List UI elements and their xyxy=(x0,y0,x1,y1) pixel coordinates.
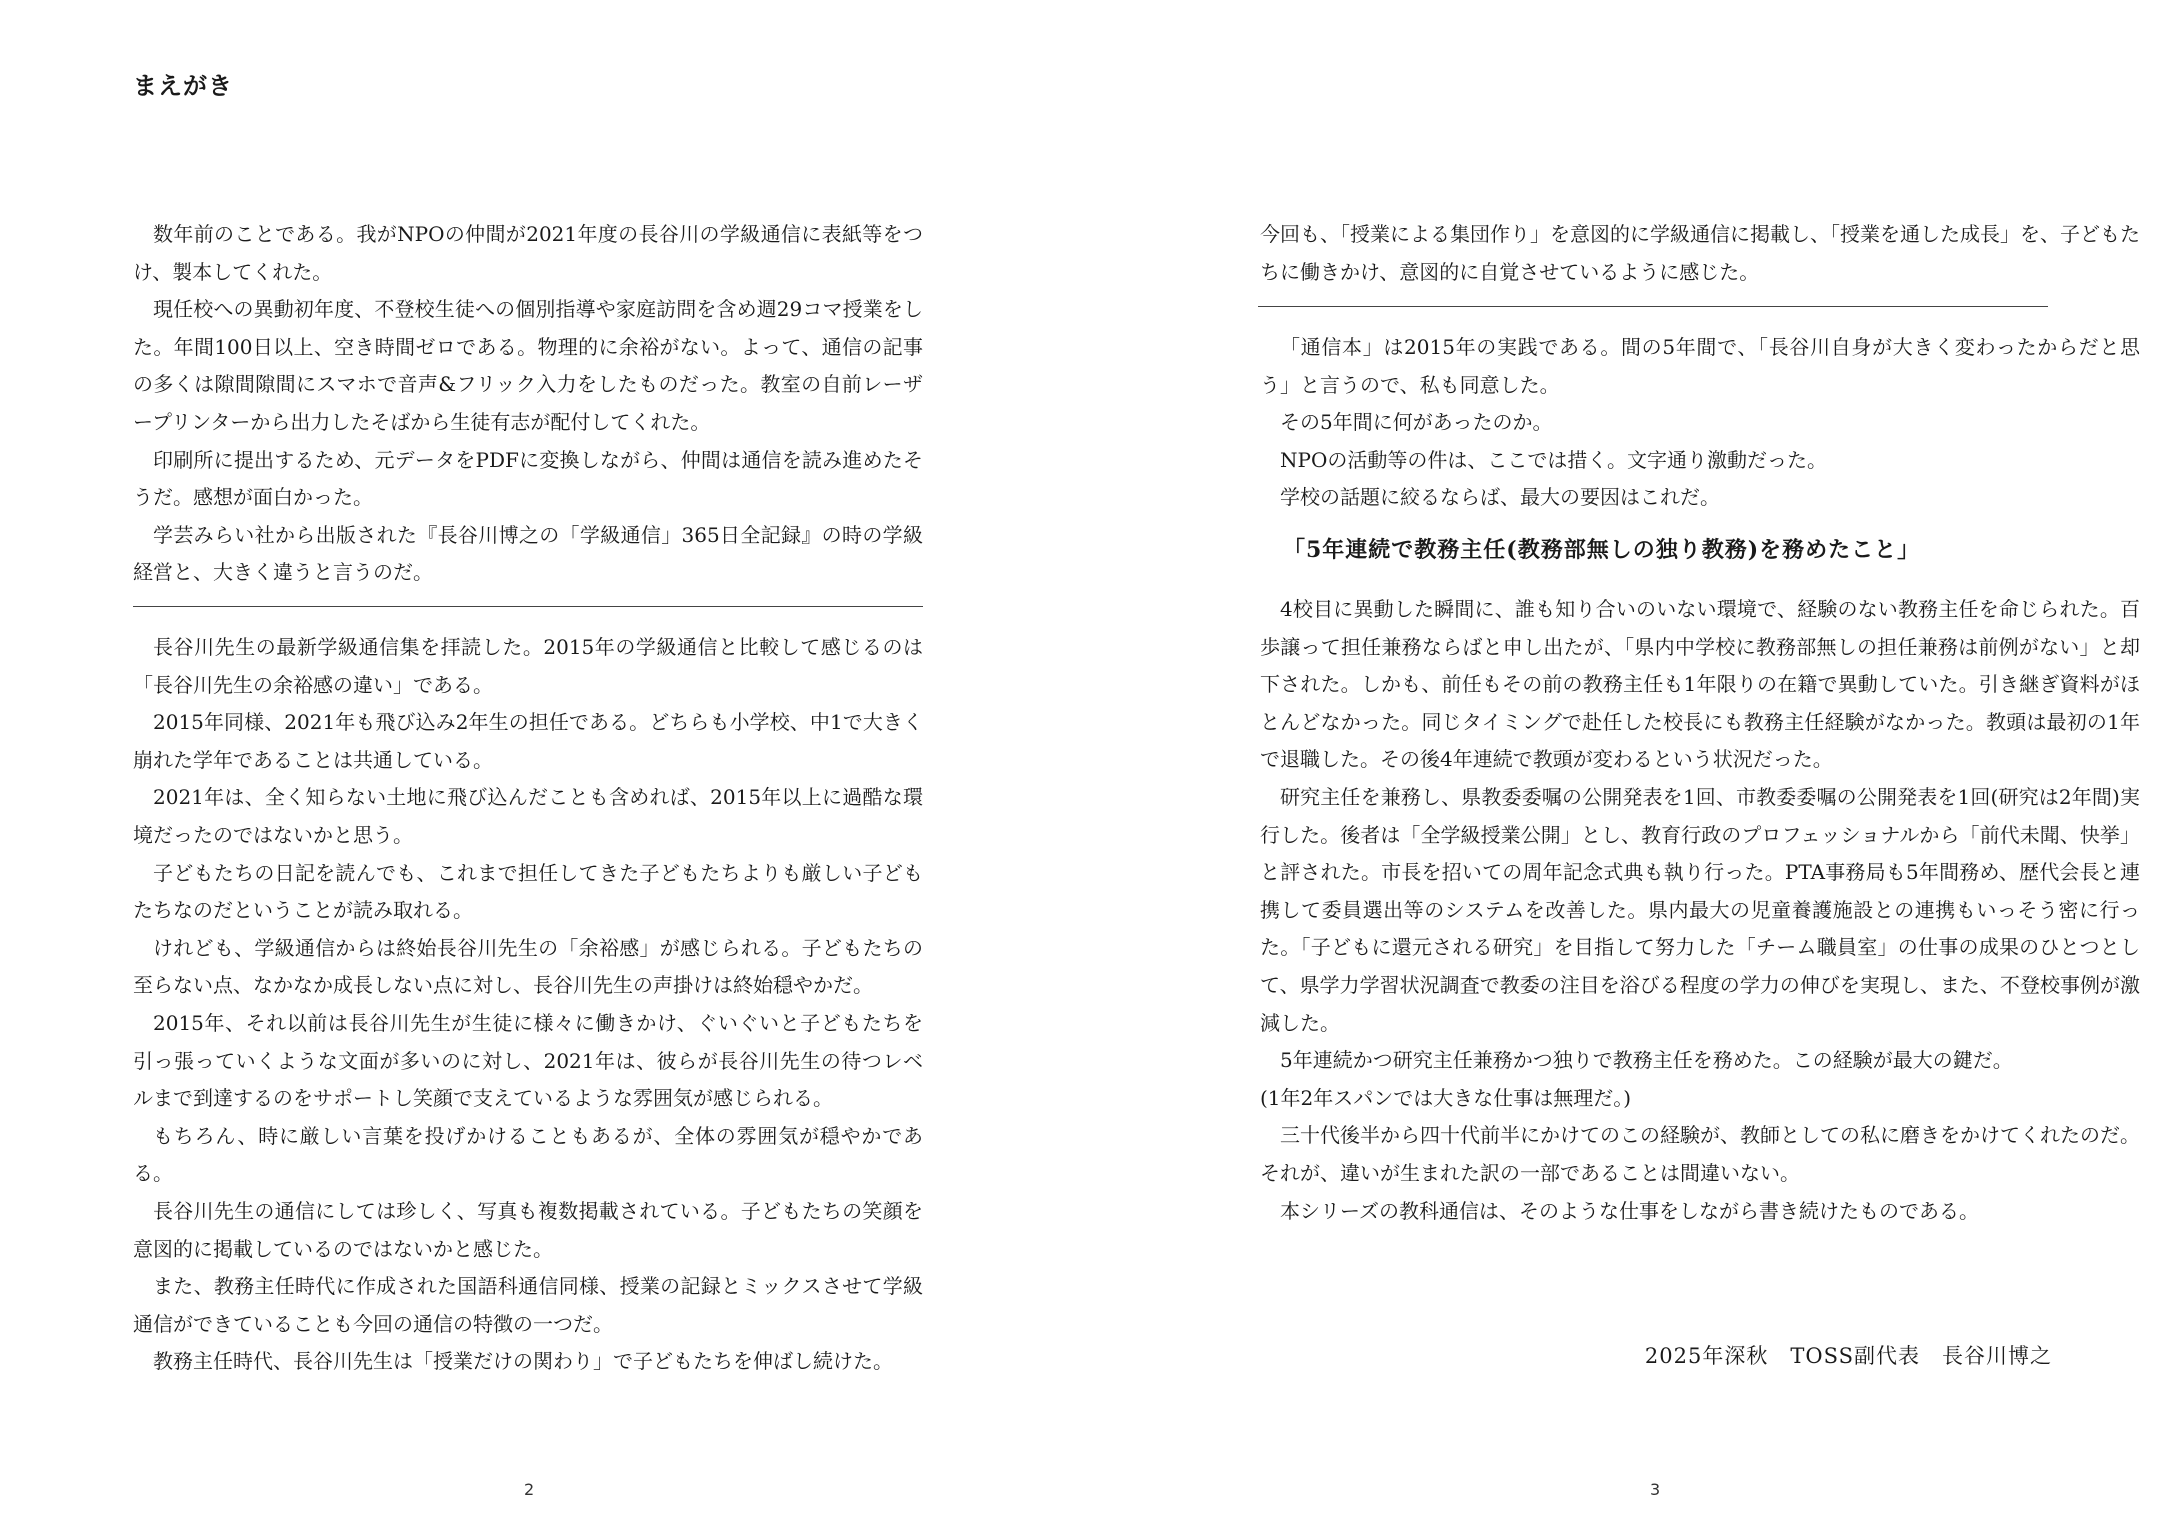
right-page xyxy=(1080,0,2160,1522)
paragraph: 2021年は、全く知らない土地に飛び込んだことも含めれば、2015年以上に過酷な環境だったのではないかと思う。 xyxy=(133,785,923,847)
paragraph: 子どもたちの日記を読んでも、これまで担任してきた子どもたちよりも厳しい子どもたちなのだということが読み取れる。 xyxy=(133,860,923,923)
left-section-2 xyxy=(133,629,923,1381)
paragraph: 印刷所に提出するため、元データをPDFに変換しながら、仲間は通信を読み進めたそうだ。感想が面白かった。 xyxy=(133,447,923,510)
paragraph: 教務主任時代、長谷川先生は「授業だけの関わり」で子どもたちを伸ばし続けた。 xyxy=(153,1349,893,1374)
chapter-heading: まえがき xyxy=(133,72,233,100)
paragraph: また、教務主任時代に作成された国語科通信同様、授業の記録とミックスさせて学級通信ができていることも今回の通信の特徴の一つだ。 xyxy=(133,1274,923,1336)
right-section-2 xyxy=(1260,591,2140,1230)
paragraph: 現任校への異動初年度、不登校生徒への個別指導や家庭訪問を含め週29コマ授業をした。年間100日以上、空き時間ゼロである。物理的に余裕がない。よって、通信の記事の多くは隙間隙間にスマホで音声&フリック入力をしたものだった。教室の自前レーザープリンターから出力したそばから生徒有志が配付してくれた。 xyxy=(133,297,923,434)
paragraph: 「通信本」は2015年の実践である。間の5年間で、「長谷川自身が大きく変わったからだと思う」と言うので、私も同意した。 xyxy=(1260,335,2140,397)
paragraph: (1年2年スパンでは大きな仕事は無理だ。) xyxy=(1260,1085,1632,1110)
right-section-1 xyxy=(1260,329,2140,517)
paragraph: 2015年同様、2021年も飛び込み2年生の担任である。どちらも小学校、中1で大きく崩れた学年であることは共通している。 xyxy=(133,710,923,772)
paragraph: 2015年、それ以前は長谷川先生が生徒に様々に働きかけ、ぐいぐいと子どもたちを引っ張っていくような文面が多いのに対し、2021年は、彼らが長谷川先生の待つレベルまで到達するのをサポートし笑顔で支えているような雰囲気が感じられる。 xyxy=(133,1010,923,1111)
paragraph: 研究主任を兼務し、県教委委嘱の公開発表を1回、市教委委嘱の公開発表を1回(研究は2年間)実行した。後者は「全学級授業公開」とし、教育行政のプロフェッショナルから「前代未聞、快挙」と評された。市長を招いての周年記念式典も執り行った。PTA事務局も5年間務め、歴代会長と連携して委員選出等のシステムを改善した。県内最大の児童養護施設との連携もいっそう密に行った。「子どもに還元される研究」を目指して努力した「チーム職員室」の仕事の成果のひとつとして、県学力学習状況調査で教委の注目を浴びる程度の学力の伸びを実現し、また、不登校事例が激減した。 xyxy=(1260,784,2140,1035)
paragraph: 本シリーズの教科通信は、そのような仕事をしながら書き続けたものである。 xyxy=(1280,1198,1979,1223)
section-divider xyxy=(133,606,923,607)
author-signature: 2025年深秋 TOSS副代表 長谷川博之 xyxy=(1644,1344,2052,1368)
key-quote: 「5年連続で教務主任(教務部無しの独り教務)を務めたこと」 xyxy=(1283,537,1921,563)
paragraph: 長谷川先生の最新学級通信集を拝読した。2015年の学級通信と比較して感じるのは「長谷川先生の余裕感の違い」である。 xyxy=(133,635,923,697)
paragraph: もちろん、時に厳しい言葉を投げかけることもあるが、全体の雰囲気が穏やかである。 xyxy=(133,1123,923,1186)
page-number: 3 xyxy=(1650,1480,1661,1499)
paragraph: 学校の話題に絞るならば、最大の要因はこれだ。 xyxy=(1280,485,1720,510)
section-divider xyxy=(1258,306,2048,307)
paragraph: NPOの活動等の件は、ここでは措く。文字通り激動だった。 xyxy=(1280,447,1827,472)
paragraph: 5年連続かつ研究主任兼務かつ独りで教務主任を務めた。この経験が最大の鍵だ。 xyxy=(1280,1048,2013,1073)
paragraph: 学芸みらい社から出版された『長谷川博之の「学級通信」365日全記録』の時の学級経営と、大きく違うと言うのだ。 xyxy=(133,522,923,585)
paragraph: 長谷川先生の通信にしては珍しく、写真も複数掲載されている。子どもたちの笑顔を意図的に掲載しているのではないかと感じた。 xyxy=(133,1198,923,1261)
paragraph: 今回も、「授業による集団作り」を意図的に学級通信に掲載し、「授業を通した成長」を、子どもたちに働きかけ、意図的に自覚させているように感じた。 xyxy=(1260,222,2140,284)
paragraph: 三十代後半から四十代前半にかけてのこの経験が、教師としての私に磨きをかけてくれたのだ。それが、違いが生まれた訳の一部であることは間違いない。 xyxy=(1260,1123,2140,1185)
paragraph: けれども、学級通信からは終始長谷川先生の「余裕感」が感じられる。子どもたちの至らない点、なかなか成長しない点に対し、長谷川先生の声掛けは終始穏やかだ。 xyxy=(133,935,923,998)
paragraph: その5年間に何があったのか。 xyxy=(1280,410,1553,435)
paragraph: 4校目に異動した瞬間に、誰も知り合いのいない環境で、経験のない教務主任を命じられた。百歩譲って担任兼務ならばと申し出たが、「県内中学校に教務部無しの担任兼務は前例がない」と却下された。しかも、前任もその前の教務主任も1年限りの在籍で異動していた。引き継ぎ資料がほとんどなかった。同じタイミングで赴任した校長にも教務主任経験がなかった。教頭は最初の1年で退職した。その後4年連続で教頭が変わるという状況だった。 xyxy=(1260,597,2140,772)
page-number: 2 xyxy=(524,1480,535,1499)
left-section-1 xyxy=(133,216,923,592)
right-intro xyxy=(1260,216,2140,291)
paragraph: 数年前のことである。我がNPOの仲間が2021年度の長谷川の学級通信に表紙等をつけ、製本してくれた。 xyxy=(133,222,923,284)
